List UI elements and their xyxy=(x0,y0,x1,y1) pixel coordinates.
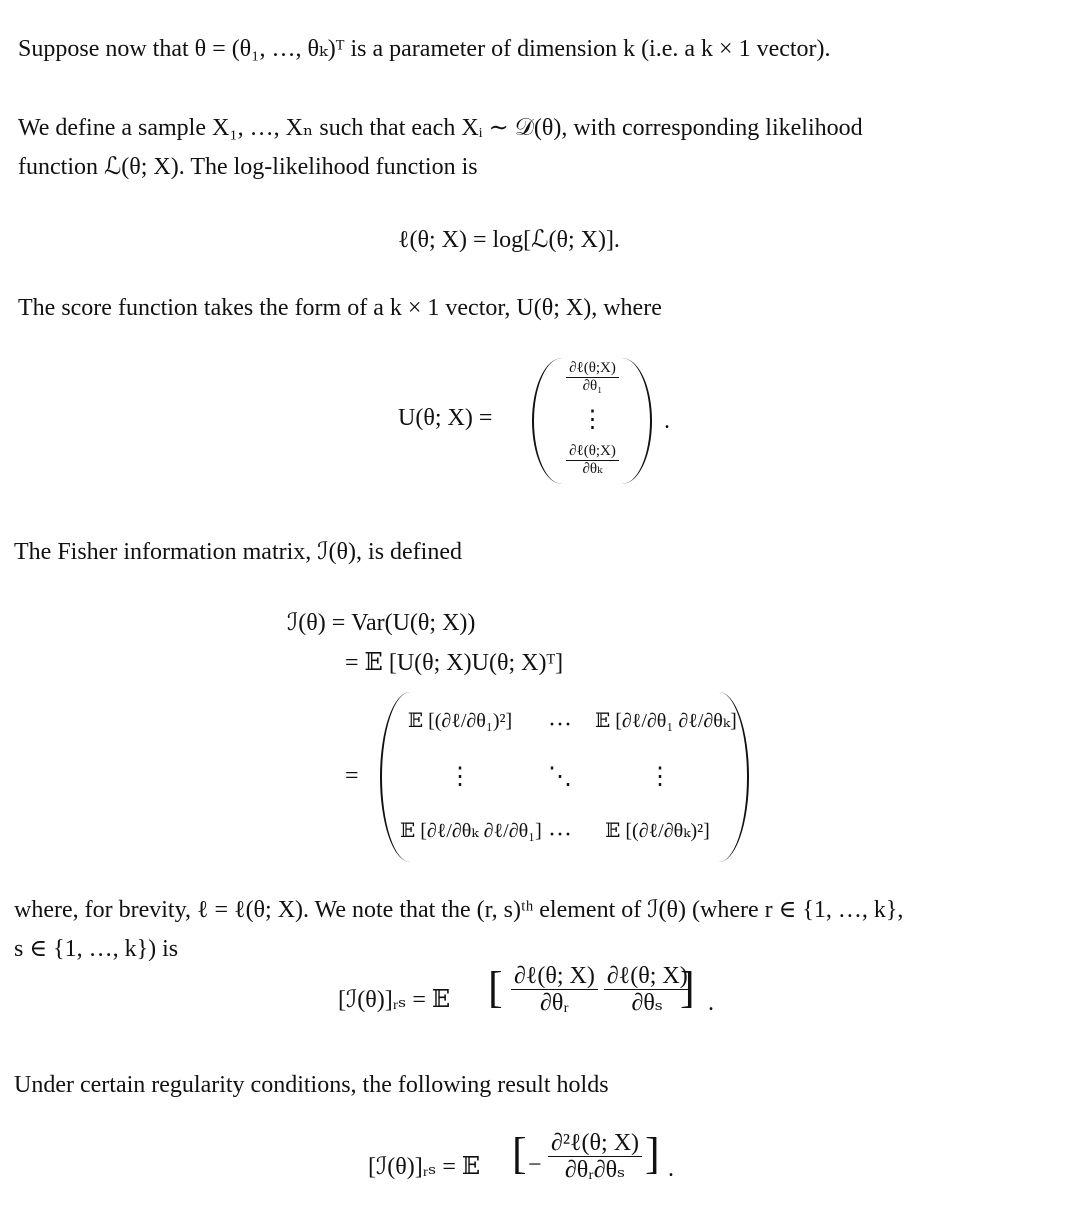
paragraph-sample-cont: function ℒ(θ; X). The log-likelihood function is xyxy=(18,154,478,180)
matrix-hdots-top: ··· xyxy=(548,712,572,738)
paragraph-regularity: Under certain regularity conditions, the following result holds xyxy=(14,1072,609,1098)
paragraph-brevity-cont: s ∈ {1, …, k}) is xyxy=(14,936,179,962)
score-bot-den: ∂θₖ xyxy=(582,460,603,477)
fisher-line2: = 𝔼 [U(θ; X)U(θ; X)ᵀ] xyxy=(345,650,564,676)
matrix-cell-k1: 𝔼 [∂ℓ/∂θₖ ∂ℓ/∂θ₁] xyxy=(400,820,542,842)
score-bot-num: ∂ℓ(θ;X) xyxy=(566,443,619,461)
paragraph-brevity: where, for brevity, ℓ = ℓ(θ; X). We note that the (r, s)ᵗʰ element of ℐ(θ) (where r ∈ {1, …, k}, xyxy=(14,897,904,923)
matrix-cell-kk: 𝔼 [(∂ℓ/∂θₖ)²] xyxy=(605,820,710,842)
matrix-vdots-left: ⋮ xyxy=(448,764,472,790)
hessian-minus: − xyxy=(528,1152,542,1178)
paragraph-sample: We define a sample X₁, …, Xₙ such that each Xᵢ ∼ 𝒟(θ), with corresponding likelihood xyxy=(18,115,863,141)
right-bracket: ] xyxy=(680,963,695,1012)
fisher-line1: ℐ(θ) = Var(U(θ; X)) xyxy=(287,610,476,636)
score-vdots: ⋮ xyxy=(580,407,605,433)
score-top-den: ∂θ₁ xyxy=(582,377,603,394)
paragraph-score: The score function takes the form of a k × 1 vector, U(θ; X), where xyxy=(18,295,662,321)
hessian-num: ∂²ℓ(θ; X) xyxy=(548,1130,642,1157)
hessian-den: ∂θᵣ∂θₛ xyxy=(564,1157,626,1184)
score-top-num: ∂ℓ(θ;X) xyxy=(566,360,619,378)
left-bracket: [ xyxy=(512,1129,527,1178)
hessian-period: . xyxy=(668,1156,674,1182)
score-period: . xyxy=(664,408,670,434)
hessian-lhs: [ℐ(θ)]ᵣₛ = 𝔼 xyxy=(368,1154,481,1180)
paragraph-parameter: Suppose now that θ = (θ₁, …, θₖ)ᵀ is a parameter of dimension k (i.e. a k × 1 vector). xyxy=(18,36,831,62)
element-num-1: ∂ℓ(θ; X) xyxy=(511,963,598,990)
matrix-hdots-bottom: ··· xyxy=(548,822,572,848)
paragraph-fisher: The Fisher information matrix, ℐ(θ), is defined xyxy=(14,539,462,565)
element-lhs: [ℐ(θ)]ᵣₛ = 𝔼 xyxy=(338,987,451,1013)
matrix-ddots: ⋱ xyxy=(548,764,572,790)
matrix-cell-1k: 𝔼 [∂ℓ/∂θ₁ ∂ℓ/∂θₖ] xyxy=(595,710,737,732)
element-num-2: ∂ℓ(θ; X) xyxy=(604,963,691,990)
left-bracket: [ xyxy=(488,963,503,1012)
element-den-2: ∂θₛ xyxy=(631,990,663,1017)
matrix-vdots-right: ⋮ xyxy=(648,764,672,790)
score-lhs: U(θ; X) = xyxy=(398,405,493,431)
fisher-line3-eq: = xyxy=(345,763,359,789)
matrix-cell-11: 𝔼 [(∂ℓ/∂θ₁)²] xyxy=(407,710,513,732)
equation-log-likelihood: ℓ(θ; X) = log[ℒ(θ; X)]. xyxy=(398,227,620,253)
element-den-1: ∂θᵣ xyxy=(539,990,569,1017)
element-period: . xyxy=(708,990,714,1016)
right-bracket: ] xyxy=(645,1129,660,1178)
